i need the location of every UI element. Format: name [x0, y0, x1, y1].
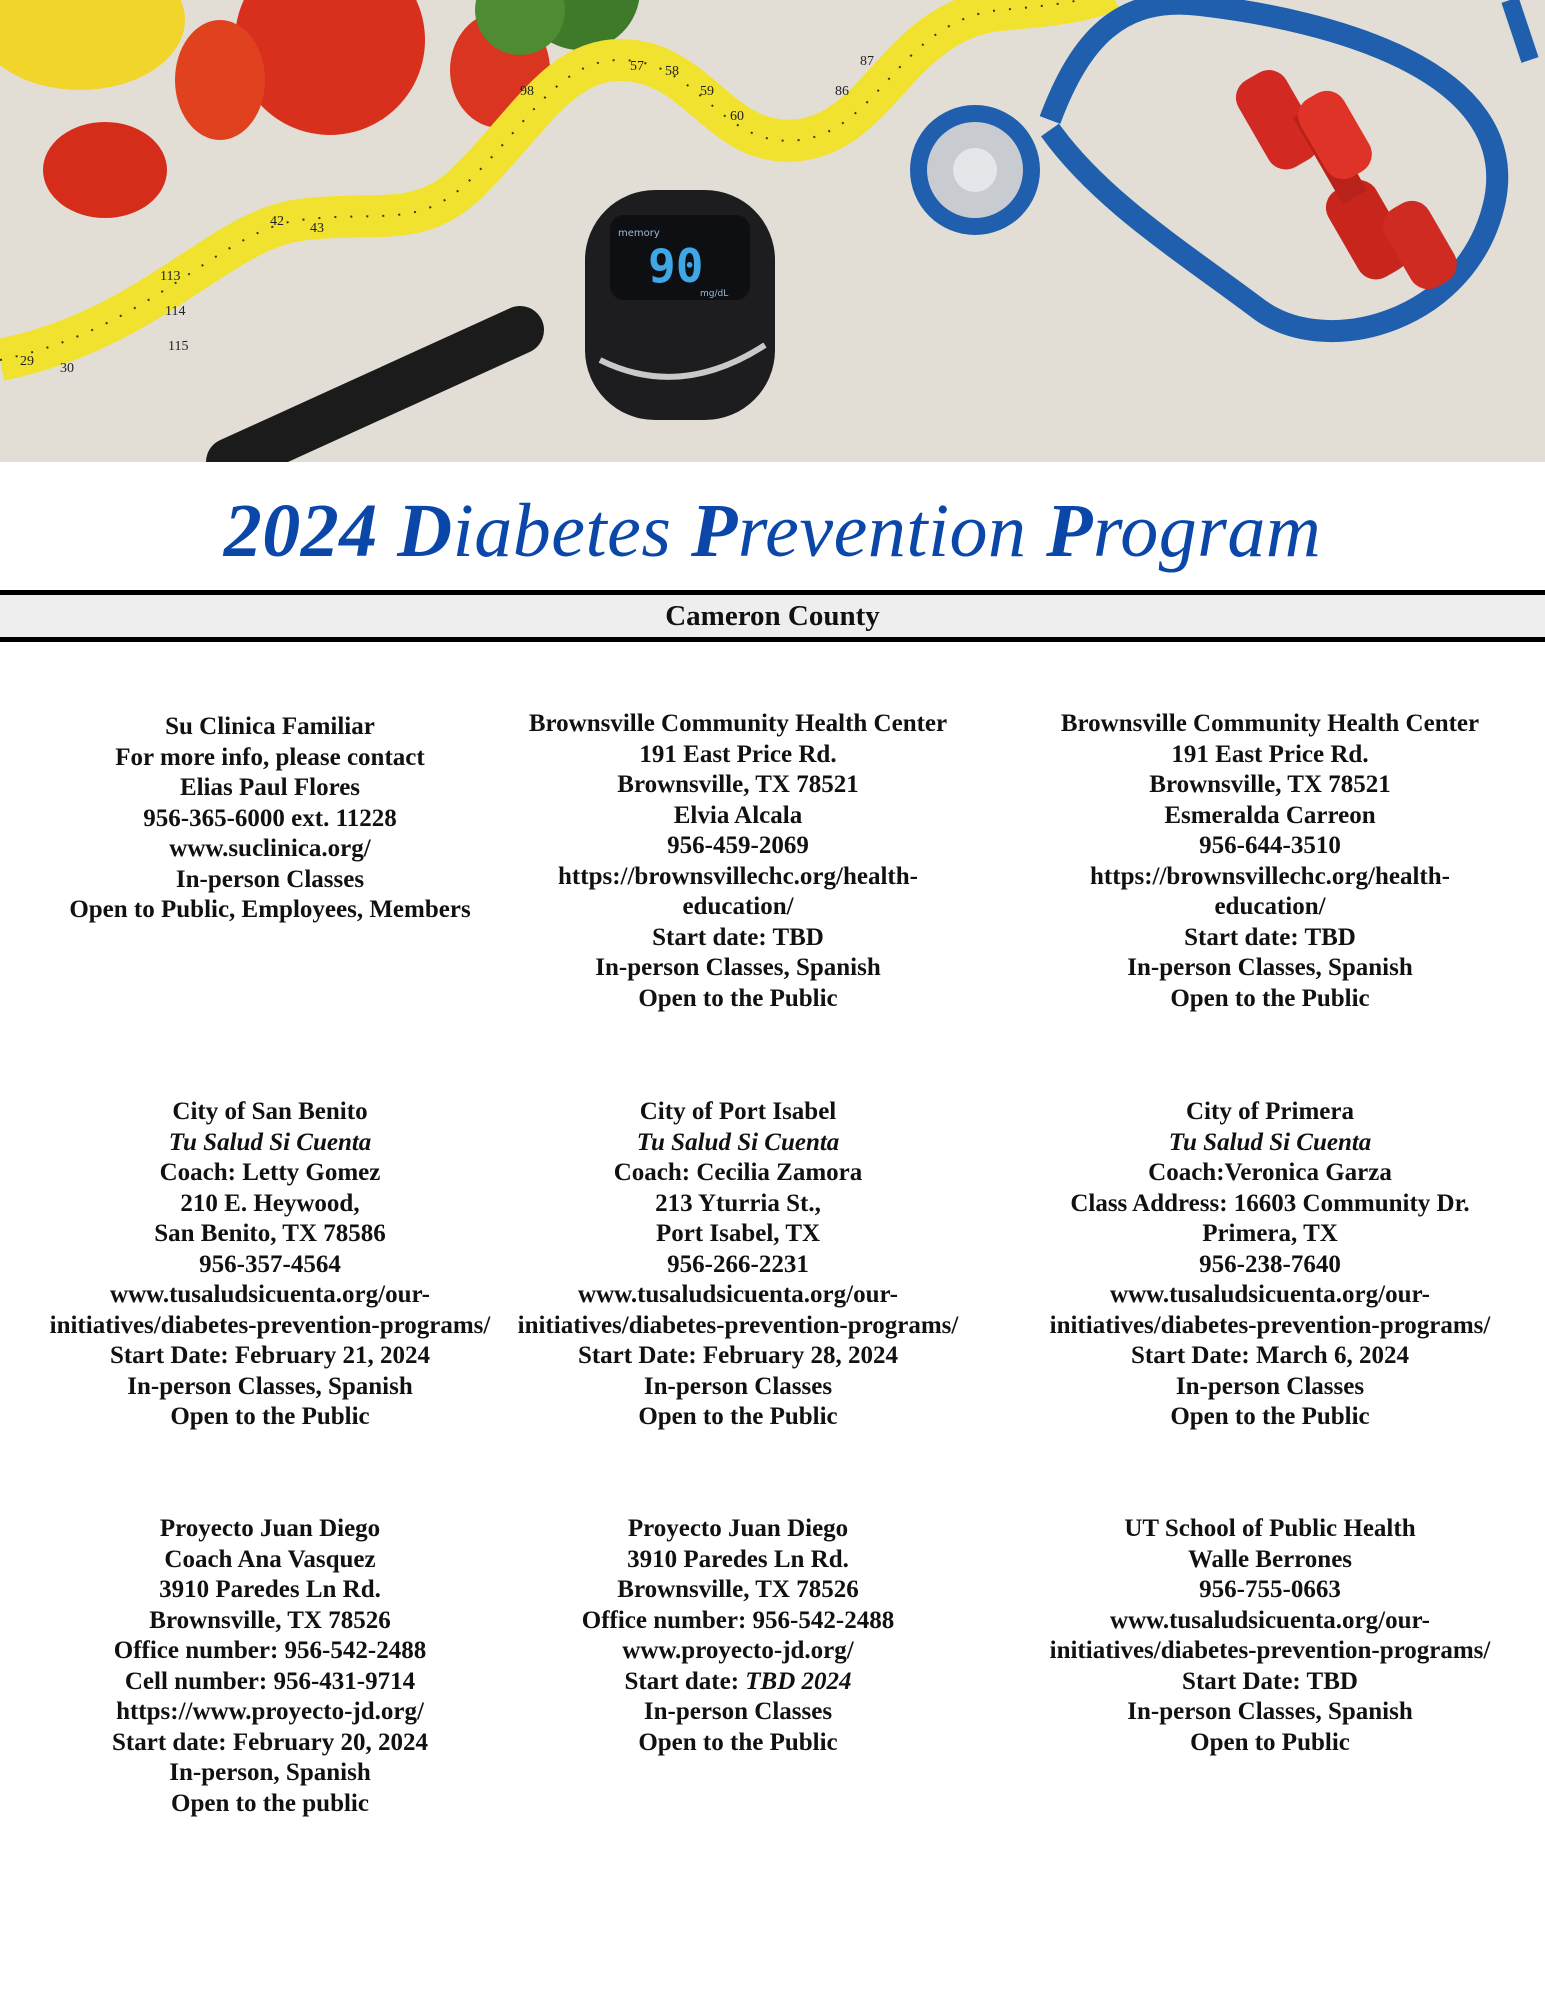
meter-reading: 90: [648, 239, 704, 293]
title-fragment: D: [397, 489, 453, 573]
listing-line: initiatives/diabetes-prevention-programs/: [517, 1311, 959, 1339]
listing-line: In-person Classes, Spanish: [127, 1372, 413, 1400]
tape-number: 98: [520, 84, 534, 99]
listing-line: In-person Classes, Spanish: [595, 954, 881, 981]
title-fragment: revention: [737, 489, 1047, 573]
program-listing: [1025, 709, 1515, 1014]
meter-memory-label: memory: [618, 228, 660, 239]
listing-line: Start date: TBD: [1184, 923, 1356, 951]
listing-line: 191 East Price Rd.: [639, 740, 837, 768]
listing-organization: Brownsville Community Health Center: [528, 710, 948, 737]
tomato-shape: [43, 122, 167, 218]
listing-line: https://brownsvillechc.org/health-: [1090, 862, 1450, 890]
meter-unit: mg/dL: [700, 289, 729, 299]
tape-number: 29: [20, 354, 34, 369]
hero-photo: [0, 0, 1545, 462]
listing-line: 956-238-7640: [1199, 1250, 1341, 1278]
listing-line: Open to Public: [1190, 1728, 1350, 1756]
listing-line: www.tusaludsicuenta.org/our-: [578, 1281, 898, 1308]
listing-line: Open to the Public: [638, 1403, 838, 1430]
listing-line: 210 E. Heywood,: [180, 1189, 360, 1217]
tape-number: 60: [730, 109, 744, 124]
program-listing: [493, 709, 983, 1014]
listing-line: In-person Classes: [643, 1372, 833, 1400]
listing-organization: UT School of Public Health: [1124, 1515, 1416, 1542]
listing-line: Port Isabel, TX: [655, 1220, 821, 1247]
listing-line: initiatives/diabetes-prevention-programs/: [1049, 1311, 1491, 1339]
listing-line: www.tusaludsicuenta.org/our-: [110, 1281, 430, 1308]
listing-organization: Brownsville Community Health Center: [1060, 710, 1480, 737]
listing-line: https://brownsvillechc.org/health-: [558, 862, 918, 890]
listing-line: initiatives/diabetes-prevention-programs/: [1049, 1637, 1491, 1664]
listing-line: Open to Public, Employees, Members: [69, 896, 471, 923]
listing-organization: Su Clinica Familiar: [165, 713, 375, 740]
listing-line: 956-459-2069: [667, 832, 809, 859]
title-fragment: 2024: [223, 489, 398, 573]
listing-line: Start Date: TBD: [1182, 1667, 1358, 1695]
listing-line: Office number: 956-542-2488: [113, 1637, 427, 1664]
tape-number: 43: [310, 221, 324, 236]
listing-line: Coach Ana Vasquez: [164, 1545, 376, 1573]
listing-line: Primera, TX: [1202, 1220, 1338, 1247]
listing-line: In-person Classes: [1175, 1372, 1365, 1400]
glucose-meter: [585, 190, 775, 420]
listing-line: In-person Classes: [175, 865, 365, 893]
listing-line: In-person Classes, Spanish: [1127, 954, 1413, 981]
program-listing: [1025, 1097, 1515, 1433]
listing-line: Open to the public: [171, 1789, 369, 1817]
listing-line: 191 East Price Rd.: [1171, 740, 1369, 768]
listing-organization: City of Primera: [1186, 1098, 1354, 1125]
listing-line: 956-357-4564: [199, 1250, 341, 1278]
listing-organization: Proyecto Juan Diego: [159, 1515, 381, 1542]
title-fragment: iabetes: [452, 489, 691, 573]
tape-number: 87: [860, 54, 874, 69]
program-listing: [493, 1097, 983, 1433]
listing-line: Brownsville, TX 78526: [149, 1606, 391, 1634]
listing-organization: Proyecto Juan Diego: [627, 1515, 849, 1542]
tape-number: 113: [160, 269, 181, 284]
program-listing: [25, 1514, 515, 1819]
listing-line: education/: [1214, 893, 1326, 920]
program-listing: [25, 712, 515, 926]
tape-number: 30: [60, 361, 74, 376]
tape-number: 57: [630, 59, 644, 74]
listing-organization: City of Port Isabel: [639, 1098, 837, 1125]
listing-line: Start Date: March 6, 2024: [1131, 1342, 1409, 1369]
listing-line: Start Date: February 21, 2024: [109, 1342, 431, 1369]
page-title: [0, 488, 1545, 575]
listing-line: In-person Classes: [643, 1698, 833, 1725]
listing-line: Tu Salud Si Cuenta: [636, 1128, 840, 1156]
listing-line: www.tusaludsicuenta.org/our-: [1110, 1281, 1430, 1308]
listing-line: www.proyecto-jd.org/: [622, 1637, 854, 1664]
listing-line: Tu Salud Si Cuenta: [168, 1128, 372, 1156]
tape-number: 42: [270, 214, 284, 229]
listing-line-part: TBD 2024: [745, 1667, 852, 1695]
listing-line: education/: [682, 893, 794, 920]
listing-line: 956-266-2231: [667, 1250, 809, 1278]
listing-line: Open to the Public: [638, 1728, 838, 1756]
listing-line: Open to the Public: [1170, 1403, 1370, 1430]
listing-line: 956-365-6000 ext. 11228: [143, 804, 397, 832]
listing-line: 213 Yturria St.,: [655, 1189, 821, 1217]
listing-line: For more info, please contact: [115, 743, 425, 771]
listing-organization: City of San Benito: [172, 1098, 368, 1125]
listing-line: Office number: 956-542-2488: [581, 1606, 895, 1634]
listing-line: Open to the Public: [638, 984, 838, 1012]
tomato-shape: [175, 20, 265, 140]
tape-number: 59: [700, 84, 714, 99]
listing-line: initiatives/diabetes-prevention-programs/: [49, 1311, 491, 1339]
listing-line: 3910 Paredes Ln Rd.: [159, 1576, 381, 1603]
listing-line: Start Date: February 28, 2024: [577, 1342, 899, 1369]
listing-line: San Benito, TX 78586: [154, 1220, 386, 1247]
listing-line: Cell number: 956-431-9714: [124, 1667, 416, 1695]
tape-number: 114: [165, 304, 186, 319]
program-listing: [493, 1514, 983, 1758]
program-listing: [25, 1097, 515, 1433]
listing-line: Brownsville, TX 78521: [617, 771, 859, 798]
listing-line-part: Start date:: [624, 1667, 746, 1695]
program-listing: [1025, 1514, 1515, 1758]
hero-illustration: [0, 0, 1545, 462]
listing-line: In-person Classes, Spanish: [1127, 1698, 1413, 1725]
listing-line: www.suclinica.org/: [169, 835, 371, 862]
listing-line: Start date: February 20, 2024: [112, 1728, 428, 1756]
listing-line: Tu Salud Si Cuenta: [1168, 1128, 1372, 1156]
title-fragment: P: [1046, 489, 1093, 573]
listing-line: In-person, Spanish: [169, 1759, 371, 1786]
listing-line: Walle Berrones: [1187, 1545, 1353, 1573]
listing-line: Brownsville, TX 78521: [1149, 771, 1391, 798]
listing-line: [493, 1667, 983, 1698]
listing-line: Brownsville, TX 78526: [617, 1576, 859, 1603]
listing-line: 3910 Paredes Ln Rd.: [627, 1545, 849, 1573]
listing-line: Elias Paul Flores: [179, 774, 361, 801]
tape-number: 86: [835, 84, 849, 99]
listing-line: Esmeralda Carreon: [1164, 801, 1376, 829]
listing-line: Coach:Veronica Garza: [1148, 1159, 1392, 1186]
listing-line: Coach: Cecilia Zamora: [613, 1159, 863, 1186]
listing-line: 956-644-3510: [1199, 832, 1341, 859]
title-fragment: P: [690, 489, 738, 573]
listing-line: Class Address: 16603 Community Dr.: [1070, 1189, 1470, 1217]
county-banner: [0, 590, 1545, 642]
listing-line: Coach: Letty Gomez: [159, 1159, 381, 1186]
listing-line: https://www.proyecto-jd.org/: [116, 1698, 424, 1725]
title-fragment: rogram: [1093, 489, 1322, 573]
listing-line: Open to the Public: [170, 1403, 370, 1430]
tape-number: 58: [665, 64, 679, 79]
listing-line: 956-755-0663: [1199, 1576, 1341, 1603]
listing-line: Open to the Public: [1170, 984, 1370, 1012]
tape-number: 115: [168, 339, 189, 354]
listing-line: Elvia Alcala: [673, 801, 803, 829]
county-name: Cameron County: [665, 600, 880, 632]
listing-line: Start date: TBD: [652, 923, 824, 951]
listing-line: www.tusaludsicuenta.org/our-: [1110, 1606, 1430, 1634]
